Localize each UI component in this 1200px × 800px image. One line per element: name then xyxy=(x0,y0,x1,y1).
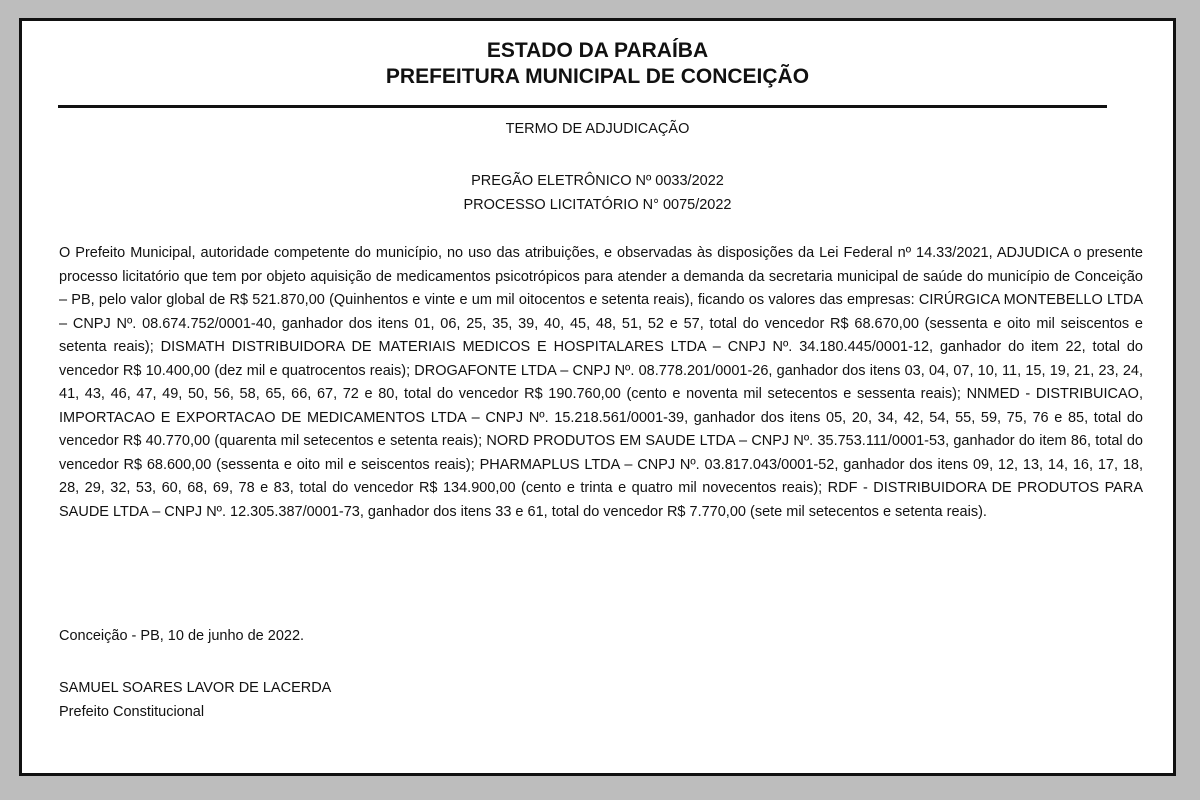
processo-number: PROCESSO LICITATÓRIO N° 0075/2022 xyxy=(463,197,732,213)
date-line: Conceição - PB, 10 de junho de 2022. xyxy=(59,628,305,644)
state-name: ESTADO DA PARAÍBA xyxy=(486,39,709,62)
document-header xyxy=(22,38,1173,90)
process-info xyxy=(22,169,1173,217)
header-divider xyxy=(58,105,1107,108)
signature-block xyxy=(59,676,331,724)
body-paragraph: O Prefeito Municipal, autoridade competente do município, no uso das atribuições, e observadas às disposições da Lei Federal nº 14.33/2021, ADJUDICA o presente processo licitatório que tem por objeto aquisição de medicamentos psicotrópicos para atender a demanda da secretaria municipal de saúde do município de Conceição – PB, pelo valor global de R$ 521.870,00 (Quinhentos e vinte e um mil oitocentos e setenta reais), ficando os valores das empresas: CIRÚRGICA MONTEBELLO LTDA – CNPJ Nº. 08.674.752/0001-40, ganhador dos itens 01, 06, 25, 35, 39, 40, 45, 48, 51, 52 e 57, total do vencedor R$ 68.670,00 (sessenta e oito mil seiscentos e setenta reais); DISMATH DISTRIBUIDORA DE MATERIAIS MEDICOS E HOSPITALARES LTDA – CNPJ Nº. 34.180.445/0001-12, ganhador do item 22, total do vencedor R$ 10.400,00 (dez mil e quatrocentos reais); DROGAFONTE LTDA – CNPJ Nº. 08.778.201/0001-26, ganhador dos itens 03, 04, 07, 10, 11, 15, 19, 21, 23, 24, 41, 43, 46, 47, 49, 50, 56, 58, 65, 66, 67, 72 e 80, total do vencedor R$ 190.760,00 (cento e noventa mil setecentos e sessenta reais); NNMED - DISTRIBUICAO, IMPORTACAO E EXPORTACAO DE MEDICAMENTOS LTDA – CNPJ Nº. 15.218.561/0001-39, ganhador dos itens 05, 20, 34, 42, 54, 55, 59, 75, 76 e 85, total do vencedor R$ 40.770,00 (quarenta mil setecentos e setenta reais); NORD PRODUTOS EM SAUDE LTDA – CNPJ Nº. 35.753.111/0001-53, ganhador do item 86, total do vencedor R$ 68.600,00 (sessenta e oito mil e seiscentos reais); PHARMAPLUS LTDA – CNPJ Nº. 03.817.043/0001-52, ganhador dos itens 09, 12, 13, 14, 16, 17, 18, 28, 29, 32, 53, 60, 68, 69, 78 e 83, total do vencedor R$ 134.900,00 (cento e trinta e quatro mil novecentos reais); RDF - DISTRIBUIDORA DE PRODUTOS PARA SAUDE LTDA – CNPJ Nº. 12.305.387/0001-73, ganhador dos itens 33 e 61, total do vencedor R$ 7.770,00 (sete mil setecentos e setenta reais). xyxy=(59,245,1143,520)
pregao-number: PREGÃO ELETRÔNICO Nº 0033/2022 xyxy=(471,173,724,189)
adjudication-body xyxy=(59,242,1143,524)
municipality-name: PREFEITURA MUNICIPAL DE CONCEIÇÃO xyxy=(385,65,810,88)
signer-role: Prefeito Constitucional xyxy=(59,704,205,720)
document-page xyxy=(19,18,1176,776)
document-title: TERMO DE ADJUDICAÇÃO xyxy=(505,121,690,137)
signer-name: SAMUEL SOARES LAVOR DE LACERDA xyxy=(59,680,332,696)
